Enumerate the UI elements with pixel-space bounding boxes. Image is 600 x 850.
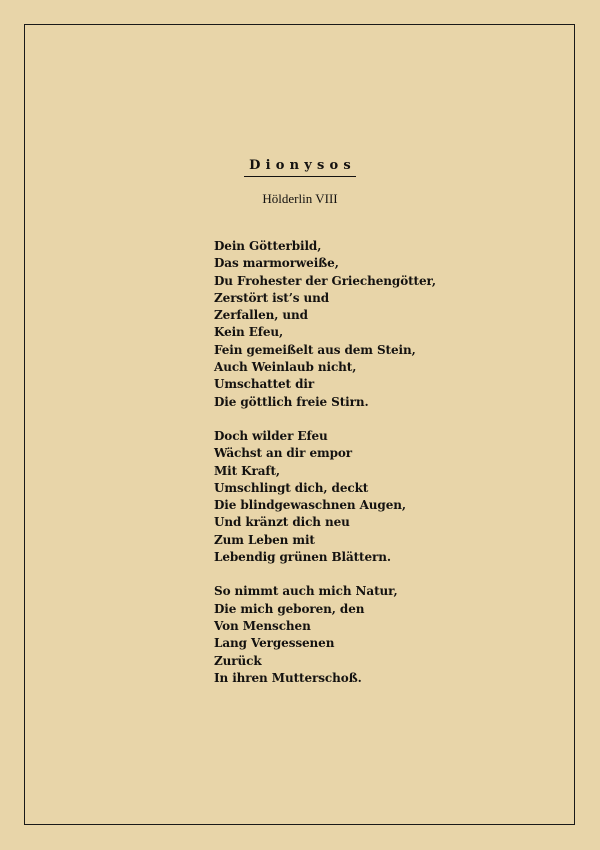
stanza-3 [214,583,554,687]
poem-line: Zurück [214,653,262,668]
poem-line: Lebendig grünen Blättern. [214,550,391,565]
poem-line: Umschattet dir [214,377,315,392]
poem-line: Zerfallen, und [214,308,308,323]
poem-line: Doch wilder Efeu [214,428,328,443]
poem-line: Kein Efeu, [214,325,284,340]
poem-line: Auch Weinlaub nicht, [214,360,357,375]
poem-body [214,238,554,704]
poem-line: So nimmt auch mich Natur, [214,584,398,599]
poem-line: Zum Leben mit [214,532,315,547]
poem-line: Von Menschen [214,618,311,633]
stanza-2 [214,428,554,566]
poem-line: Du Frohester der Griechengötter, [214,273,436,288]
poem-line: Das marmorweiße, [214,256,339,271]
poem-line: Zerstört ist’s und [214,290,330,305]
poem-title [0,157,600,177]
poem-line: Umschlingt dich, deckt [214,480,369,495]
poem-line: Dein Götterbild, [214,239,322,253]
poem-line: Mit Kraft, [214,463,280,478]
poem-line: Lang Vergessenen [214,636,335,651]
poem-subtitle: Hölderlin VIII [262,191,338,206]
poem-line: Die blindgewaschnen Augen, [214,498,406,513]
stanza-1 [214,238,554,411]
poem-line: Wächst an dir empor [214,446,352,461]
poem-line: Die mich geboren, den [214,601,365,616]
poem-line: Fein gemeißelt aus dem Stein, [214,342,416,357]
poem-line: In ihren Mutterschoß. [214,670,362,685]
poem-title-text: Dionysos [244,157,356,177]
poem-line: Die göttlich freie Stirn. [214,394,369,409]
poem-line: Und kränzt dich neu [214,515,350,530]
